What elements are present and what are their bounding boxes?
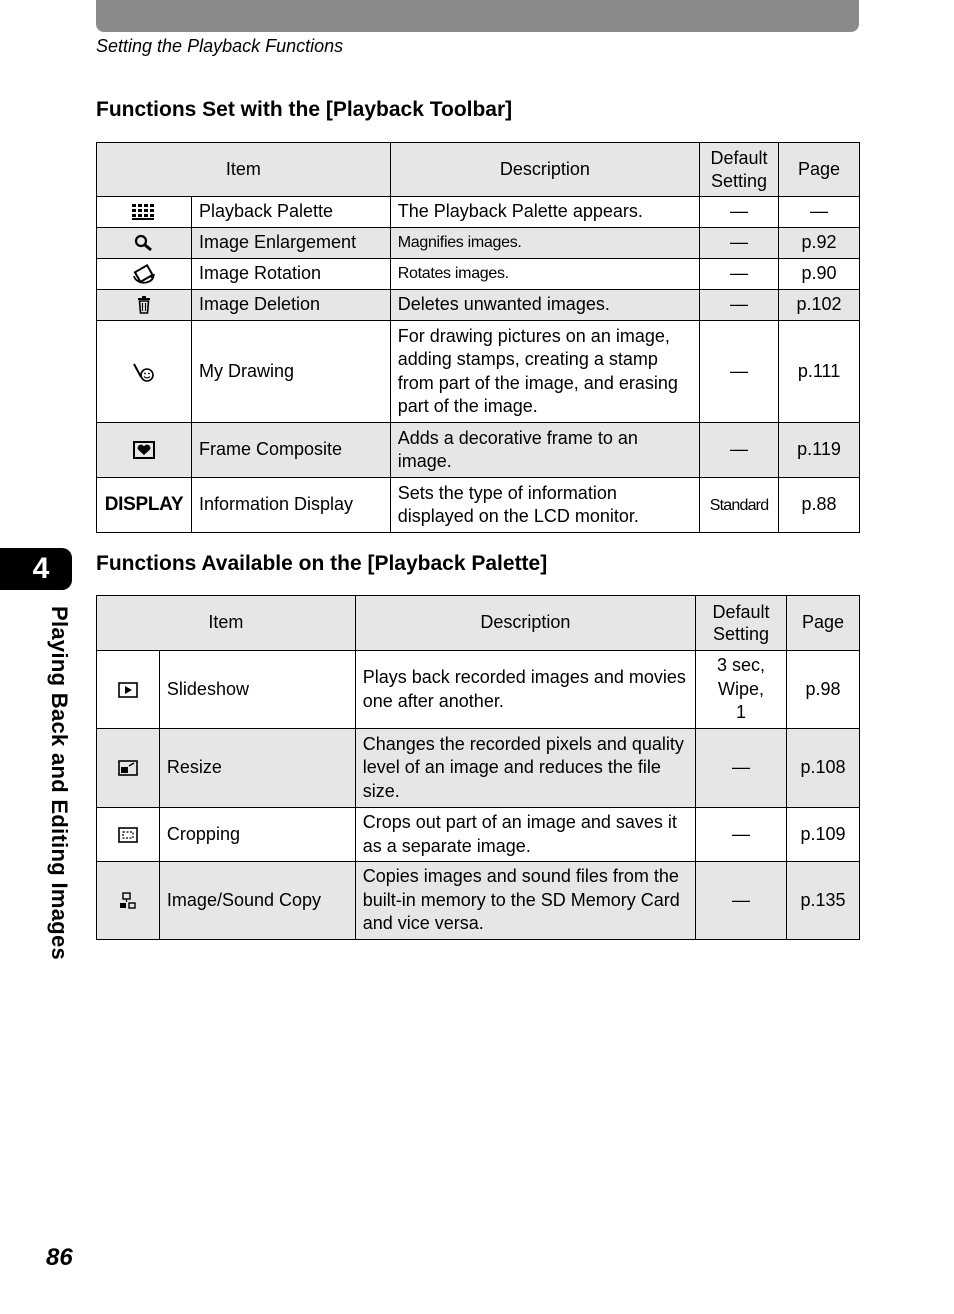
item-page: p.108 xyxy=(787,729,860,808)
slideshow-icon xyxy=(97,651,160,729)
item-description: For drawing pictures on an image, adding stamps, creating a stamp from part of the image, and erasing part of the image. xyxy=(390,321,699,423)
item-name: Information Display xyxy=(191,478,390,533)
running-head: Setting the Playback Functions xyxy=(96,36,344,56)
table-row xyxy=(97,259,860,290)
item-page: p.135 xyxy=(787,862,860,940)
table-row xyxy=(97,862,860,940)
header-default: Default Setting xyxy=(696,596,787,651)
header-default: Default Setting xyxy=(700,143,779,197)
table-row xyxy=(97,808,860,862)
item-default: — xyxy=(696,729,787,808)
table-row xyxy=(97,478,860,533)
table-row xyxy=(97,197,860,228)
frame-composite-icon xyxy=(97,423,192,478)
trash-icon xyxy=(97,290,192,321)
item-page: p.88 xyxy=(779,478,860,533)
palette-section-title: Functions Available on the [Playback Palette] xyxy=(96,552,548,575)
table-row xyxy=(97,729,860,808)
chapter-tab xyxy=(0,548,72,590)
item-page: p.92 xyxy=(779,228,860,259)
toolbar-section-title: Functions Set with the [Playback Toolbar] xyxy=(96,98,513,121)
palette-functions-table xyxy=(96,595,860,940)
item-name: Cropping xyxy=(159,808,355,862)
image-sound-copy-icon xyxy=(97,862,160,940)
item-description: Copies images and sound files from the built-in memory to the SD Memory Card and vice versa. xyxy=(355,862,695,940)
item-page: p.98 xyxy=(787,651,860,729)
magnify-icon xyxy=(97,228,192,259)
header-description: Description xyxy=(390,143,699,197)
item-description: Crops out part of an image and saves it as a separate image. xyxy=(355,808,695,862)
cropping-icon xyxy=(97,808,160,862)
item-description: Adds a decorative frame to an image. xyxy=(390,423,699,478)
page-number: 86 xyxy=(46,1244,73,1271)
item-default: 3 sec, Wipe, 1 xyxy=(696,651,787,729)
item-description: Changes the recorded pixels and quality level of an image and reduces the file size. xyxy=(355,729,695,808)
table-header-row xyxy=(97,596,860,651)
item-description: Deletes unwanted images. xyxy=(390,290,699,321)
header-bar xyxy=(96,0,859,32)
item-default: Standard xyxy=(700,478,779,533)
chapter-title: Playing Back and Editing Images xyxy=(47,606,72,961)
item-name: Resize xyxy=(159,729,355,808)
item-description: Rotates images. xyxy=(390,259,699,290)
item-default: — xyxy=(700,290,779,321)
table-row xyxy=(97,321,860,423)
header-item: Item xyxy=(97,596,356,651)
item-default: — xyxy=(696,862,787,940)
item-default: — xyxy=(700,423,779,478)
item-page: p.119 xyxy=(779,423,860,478)
item-name: Image Rotation xyxy=(191,259,390,290)
rotate-icon xyxy=(97,259,192,290)
item-default: — xyxy=(700,228,779,259)
playback-palette-icon xyxy=(97,197,192,228)
toolbar-functions-table xyxy=(96,142,860,533)
table-row xyxy=(97,651,860,729)
item-default: — xyxy=(700,321,779,423)
header-item: Item xyxy=(97,143,391,197)
item-page: p.109 xyxy=(787,808,860,862)
display-button-label: DISPLAY xyxy=(97,478,192,533)
header-description: Description xyxy=(355,596,695,651)
header-page: Page xyxy=(779,143,860,197)
table-row xyxy=(97,423,860,478)
my-drawing-icon xyxy=(97,321,192,423)
item-page: p.111 xyxy=(779,321,860,423)
item-description: Sets the type of information displayed on the LCD monitor. xyxy=(390,478,699,533)
item-page: p.90 xyxy=(779,259,860,290)
item-name: Image Enlargement xyxy=(191,228,390,259)
item-default: — xyxy=(696,808,787,862)
item-default: — xyxy=(700,259,779,290)
item-name: Image/Sound Copy xyxy=(159,862,355,940)
item-page: p.102 xyxy=(779,290,860,321)
item-default: — xyxy=(700,197,779,228)
table-row xyxy=(97,228,860,259)
item-description: Plays back recorded images and movies one after another. xyxy=(355,651,695,729)
item-page: — xyxy=(779,197,860,228)
table-header-row xyxy=(97,143,860,197)
item-name: Slideshow xyxy=(159,651,355,729)
chapter-number: 4 xyxy=(32,552,50,585)
item-name: Frame Composite xyxy=(191,423,390,478)
table-row xyxy=(97,290,860,321)
item-name: My Drawing xyxy=(191,321,390,423)
item-description: Magnifies images. xyxy=(390,228,699,259)
resize-icon xyxy=(97,729,160,808)
item-name: Playback Palette xyxy=(191,197,390,228)
header-page: Page xyxy=(787,596,860,651)
item-name: Image Deletion xyxy=(191,290,390,321)
item-description: The Playback Palette appears. xyxy=(390,197,699,228)
